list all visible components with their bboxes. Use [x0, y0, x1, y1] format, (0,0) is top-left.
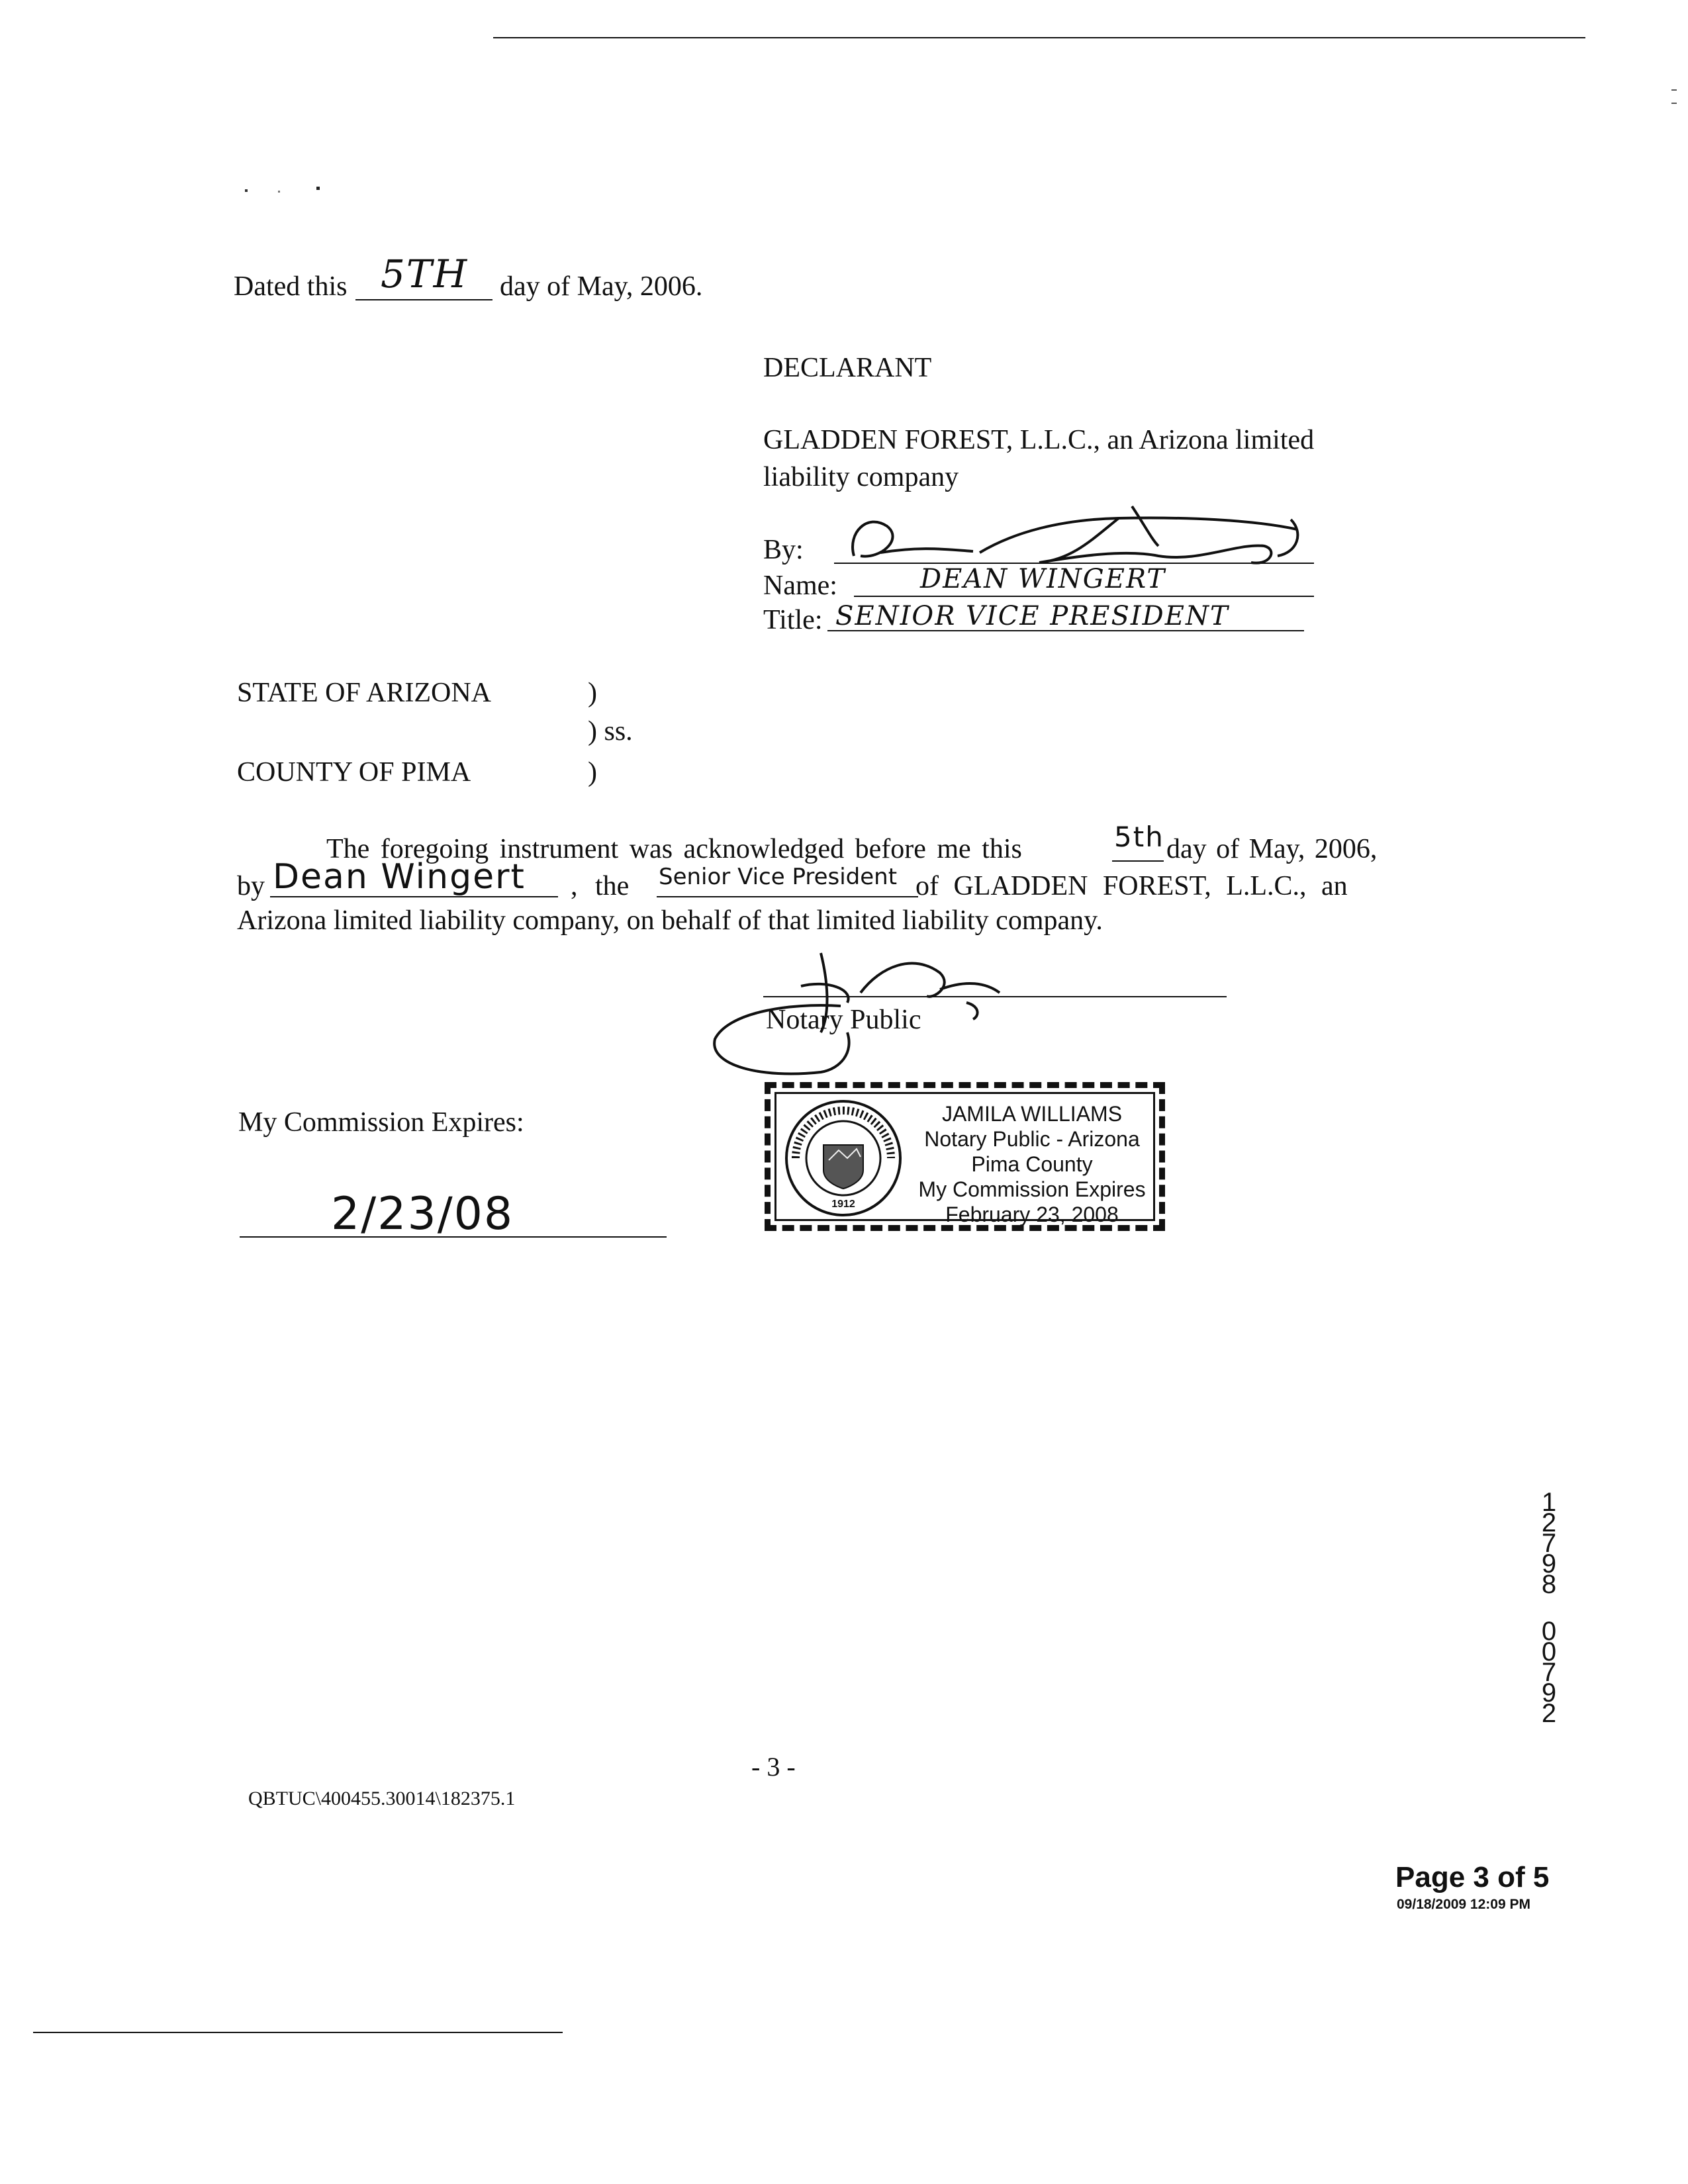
venue-state: STATE OF ARIZONA [237, 678, 491, 708]
venue-county: COUNTY OF PIMA [237, 757, 471, 788]
declarant-heading: DECLARANT [763, 353, 932, 383]
declarant-company-line1: GLADDEN FOREST, L.L.C., an Arizona limited [763, 425, 1315, 455]
stamp-expires-label: My Commission Expires [918, 1177, 1146, 1201]
scan-specks [245, 187, 324, 193]
stamp-title: Notary Public - Arizona [924, 1127, 1140, 1151]
recording-digit: 9 [1541, 1549, 1557, 1578]
stamp-notary-name: JAMILA WILLIAMS [941, 1102, 1123, 1126]
notary-public-label: Notary Public [766, 1005, 921, 1035]
ack-line3: Arizona limited liability company, on behalf of that limited liability company. [237, 905, 1103, 936]
ack-title-line [657, 896, 918, 897]
notary-stamp [765, 1082, 1165, 1231]
ack-day-handwritten: 5th [1114, 821, 1164, 853]
page-of-label: Page 3 of 5 [1395, 1861, 1550, 1893]
dated-suffix: day of May, 2006. [500, 271, 703, 302]
ack-title-handwritten: Senior Vice President [659, 864, 898, 890]
stamp-county: Pima County [971, 1152, 1093, 1176]
edge-mark [1671, 89, 1677, 91]
recording-number [1536, 1488, 1562, 1728]
name-handwritten: DEAN WINGERT [920, 564, 1166, 594]
venue-ss: ) ss. [588, 716, 633, 747]
page-number: - 3 - [751, 1752, 796, 1782]
recording-digit: 2 [1541, 1508, 1557, 1537]
top-rule [493, 37, 1585, 38]
dated-prefix: Dated this [234, 271, 348, 302]
bottom-rule [33, 2032, 563, 2033]
recording-digit: 7 [1541, 1658, 1557, 1687]
ack-the: , the [571, 871, 630, 901]
ack-line1-start: The foregoing instrument was acknowledged before me this [326, 834, 1022, 864]
ack-day-line [1112, 860, 1164, 862]
venue-paren-3: ) [588, 757, 597, 788]
name-label: Name: [763, 570, 837, 601]
ack-by: by [237, 871, 265, 901]
name-line [854, 596, 1314, 597]
recording-digit: 0 [1541, 1617, 1557, 1646]
by-label: By: [763, 535, 804, 565]
venue-paren-1: ) [588, 678, 597, 708]
ack-name-handwritten: Dean Wingert [273, 857, 526, 897]
commission-date-handwritten: 2/23/08 [331, 1188, 514, 1240]
declarant-company-line2: liability company [763, 462, 959, 492]
doc-code: QBTUC\400455.30014\182375.1 [248, 1788, 516, 1809]
title-handwritten: SENIOR VICE PRESIDENT [835, 601, 1229, 631]
dated-day-handwritten: 5TH [381, 251, 469, 296]
arizona-seal-icon [782, 1097, 905, 1220]
dated-day-line [355, 299, 492, 300]
print-timestamp: 09/18/2009 12:09 PM [1397, 1897, 1530, 1912]
stamp-expires-date: February 23, 2008 [945, 1203, 1119, 1226]
recording-digit: 1 [1541, 1488, 1557, 1517]
recording-digit: 0 [1541, 1637, 1557, 1666]
recording-digit: 2 [1541, 1699, 1557, 1728]
title-label: Title: [763, 605, 823, 635]
recording-digit: 8 [1541, 1570, 1557, 1599]
commission-label: My Commission Expires: [238, 1107, 524, 1138]
recording-digit: 7 [1541, 1529, 1557, 1558]
edge-mark [1671, 103, 1677, 104]
stamp-text-block [913, 1101, 1151, 1227]
ack-line2-end: of GLADDEN FOREST, L.L.C., an [915, 871, 1348, 901]
seal-year: 1912 [831, 1199, 855, 1210]
ack-line1-end: day of May, 2006, [1166, 834, 1378, 864]
recording-digit: 9 [1541, 1678, 1557, 1707]
